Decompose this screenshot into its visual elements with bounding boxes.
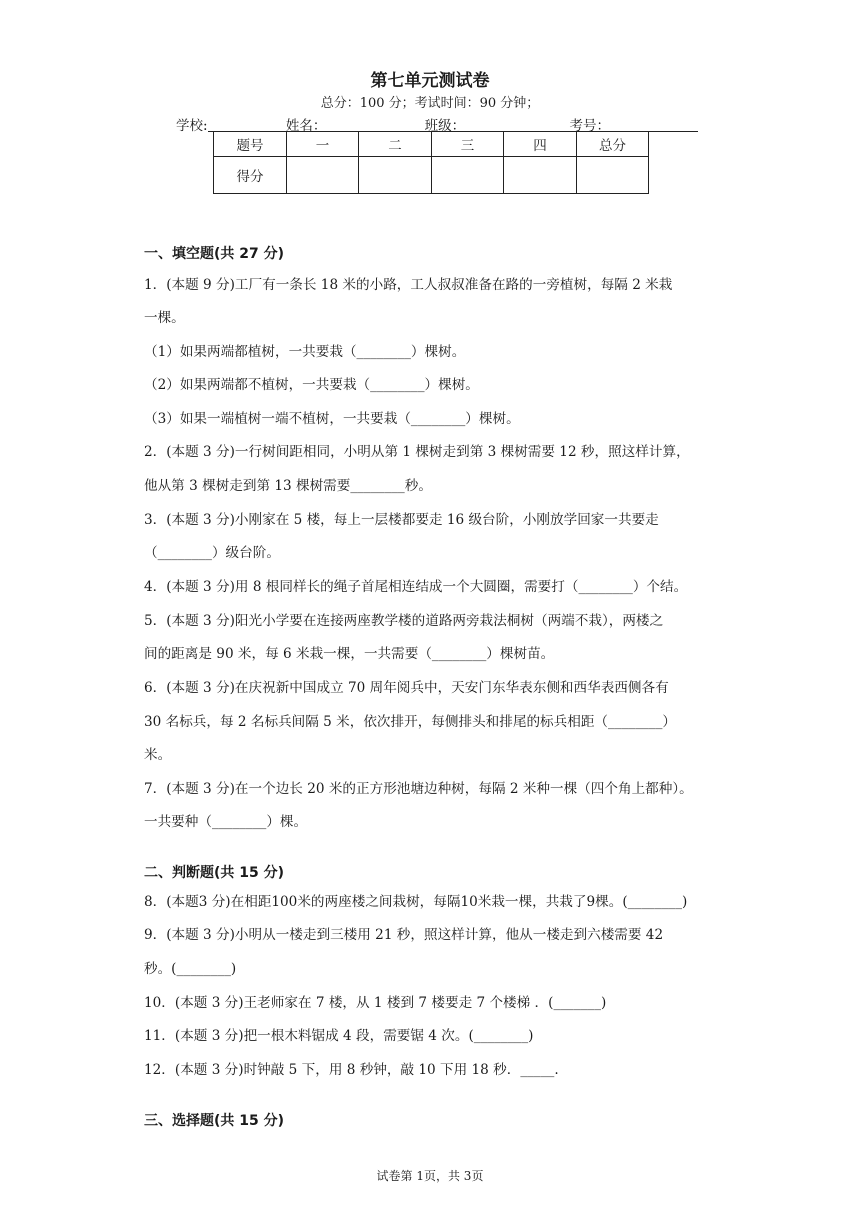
class-label: 班级： xyxy=(424,118,466,134)
question-text: 秒。(________) xyxy=(144,961,237,977)
question-text: 1．(本题 9 分)工厂有一条长 18 米的小路，工人叔叔准备在路的一旁植树，每隔 2 米栽 xyxy=(144,277,673,293)
score-table xyxy=(213,131,649,194)
exam-number-field[interactable] xyxy=(610,117,698,132)
score-table-header-row xyxy=(214,132,649,157)
section-heading: 三、选择题(共 15 分) xyxy=(144,1113,285,1129)
question-text: （________）级台阶。 xyxy=(144,545,280,561)
class-field[interactable] xyxy=(465,117,557,132)
question-text: （2）如果两端都不植树，一共要栽（________）棵树。 xyxy=(144,377,479,393)
question-text: 3．(本题 3 分)小刚家在 5 楼，每上一层楼都要走 16 级台阶，小刚放学回家一共要走 xyxy=(144,512,659,528)
name-label: 姓名： xyxy=(285,118,327,134)
score-cell[interactable] xyxy=(359,157,432,194)
question-text: （1）如果两端都植树，一共要栽（________）棵树。 xyxy=(144,344,466,360)
question-text: 他从第 3 棵树走到第 13 棵树需要________秒。 xyxy=(144,478,432,494)
question-text: （3）如果一端植树一端不植树，一共要栽（________）棵树。 xyxy=(144,411,520,427)
question-text: 9．(本题 3 分)小明从一楼走到三楼用 21 秒，照这样计算，他从一楼走到六楼需要 42 xyxy=(144,927,664,943)
exam-info: 总分：100 分；考试时间：90 分钟； xyxy=(320,96,540,111)
question-text: 4．(本题 3 分)用 8 根同样长的绳子首尾相连结成一个大圆圈，需要打（________）个结。 xyxy=(144,579,688,595)
question-text: 2．(本题 3 分)一行树间距相同，小明从第 1 棵树走到第 3 棵树需要 12 秒，照这样计算， xyxy=(144,444,690,460)
score-header-cell: 二 xyxy=(359,132,432,157)
question-text: 一共要种（________）棵。 xyxy=(144,814,308,830)
question-text: 12．(本题 3 分)时钟敲 5 下，用 8 秒钟，敲 10 下用 18 秒．_____. xyxy=(144,1062,559,1078)
question-text: 间的距离是 90 米，每 6 米栽一棵，一共需要（________）棵树苗。 xyxy=(144,646,555,662)
question-text: 米。 xyxy=(144,747,172,763)
school-label: 学校: xyxy=(176,118,208,134)
score-row-label: 得分 xyxy=(214,157,287,194)
name-field[interactable] xyxy=(326,117,412,132)
section-heading: 一、填空题(共 27 分) xyxy=(144,246,285,262)
score-header-cell: 总分 xyxy=(577,132,649,157)
score-cell[interactable] xyxy=(577,157,649,194)
score-header-cell: 三 xyxy=(432,132,504,157)
score-header-cell: 四 xyxy=(504,132,577,157)
question-text: 30 名标兵，每 2 名标兵间隔 5 米，依次排开，每侧排头和排尾的标兵相距（________） xyxy=(144,714,676,730)
score-cell[interactable] xyxy=(432,157,504,194)
score-header-cell: 题号 xyxy=(214,132,287,157)
question-text: 5．(本题 3 分)阳光小学要在连接两座教学楼的道路两旁栽法桐树（两端不栽），两楼之 xyxy=(144,613,664,629)
question-text: 11．(本题 3 分)把一根木料锯成 4 段，需要锯 4 次。(________) xyxy=(144,1028,534,1044)
question-text: 10．(本题 3 分)王老师家在 7 楼，从 1 楼到 7 楼要走 7 个楼梯 ．(_______) xyxy=(144,995,607,1011)
section-heading: 二、判断题(共 15 分) xyxy=(144,865,285,881)
question-text: 一棵。 xyxy=(144,310,185,326)
page-title: 第七单元测试卷 xyxy=(370,71,490,91)
school-field[interactable] xyxy=(208,117,274,132)
score-header-cell: 一 xyxy=(287,132,359,157)
exam-number-label: 考号： xyxy=(569,118,610,134)
score-table-score-row xyxy=(214,157,649,194)
question-text: 7．(本题 3 分)在一个边长 20 米的正方形池塘边种树，每隔 2 米种一棵（四个角上都种）。 xyxy=(144,781,693,797)
score-cell[interactable] xyxy=(504,157,577,194)
page-footer: 试卷第 1页，共 3页 xyxy=(376,1169,484,1183)
question-text: 6．(本题 3 分)在庆祝新中国成立 70 周年阅兵中，天安门东华表东侧和西华表西侧各有 xyxy=(144,680,669,696)
score-cell[interactable] xyxy=(287,157,359,194)
question-text: 8．(本题3 分)在相距100米的两座楼之间栽树，每隔10米栽一棵，共栽了9棵。(________) xyxy=(144,894,688,910)
